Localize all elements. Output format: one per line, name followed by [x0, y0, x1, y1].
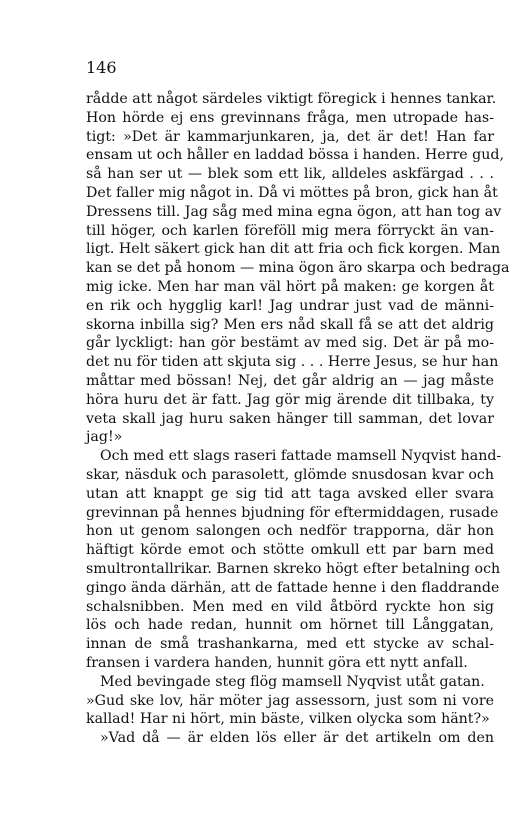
text-line: veta skall jag huru saken hänger till samman, det lovar: [86, 410, 494, 427]
text-line: häftigt körde emot och stötte omkull ett par barn med: [86, 542, 494, 559]
text-line: det nu för tiden att skjuta sig . . . Herre Jesus, se hur han: [86, 354, 499, 371]
text-line: måttar med bössan! Nej, det går aldrig an — jag måste: [86, 372, 494, 389]
text-line: schalsnibben. Men med en vild åtbörd ryckte hon sig: [86, 598, 494, 615]
text-line: mig icke. Men har man väl hört på maken: ge korgen åt: [86, 278, 494, 295]
text-line: tigt: »Det är kammarjunkaren, ja, det är det! Han far: [86, 128, 494, 145]
text-line: en rik och hygglig karl! Jag undrar just vad de männi-: [86, 297, 494, 314]
text-line: gingo ända därhän, att de fattade henne i den fladdrande: [86, 579, 500, 596]
text-line: rådde att något särdeles viktigt föregick i hennes tankar.: [86, 91, 497, 107]
text-line: Hon hörde ej ens grevinnans fråga, men utropade has-: [86, 109, 494, 126]
text-line: skorna inbilla sig? Men ers nåd skall få se att det aldrig: [86, 316, 494, 333]
text-line: lös och hade redan, hunnit om hörnet till Långgatan,: [86, 617, 494, 634]
text-line: så han ser ut — blek som ett lik, alldeles askfärgad . . .: [86, 166, 494, 183]
text-line: innan de små trashankarna, med ett stycke av schal-: [86, 636, 494, 653]
text-line: skar, näsduk och parasolett, glömde snusdosan kvar och: [86, 466, 494, 483]
text-line: Dressens till. Jag såg med mina egna ögon, att han tog av: [86, 203, 502, 220]
text-line: jag!»: [86, 429, 123, 446]
body-text: [86, 90, 510, 748]
text-line: ensam ut och håller en laddad bössa i handen. Herre gud,: [86, 147, 504, 164]
text-line: kan se det på honom — mina ögon äro skarpa och bedraga: [86, 260, 510, 277]
text-line: Med bevingade steg flög mamsell Nyqvist utåt gatan.: [100, 673, 485, 690]
text-line: till höger, och karlen föreföll mig mera förryckt än van-: [86, 222, 494, 239]
text-line: grevinnan på hennes bjudning för eftermiddagen, rusade: [86, 504, 499, 521]
text-line: Och med ett slags raseri fattade mamsell Nyqvist hand-: [100, 448, 502, 465]
text-line: ligt. Helt säkert gick han dit att fria och fick korgen. Man: [86, 241, 501, 258]
text-line: utan att knappt ge sig tid att taga avsked eller svara: [86, 485, 494, 502]
page-number: 146: [86, 58, 117, 77]
text-line: »Vad då — är elden lös eller är det artikeln om den: [100, 730, 494, 747]
text-line: »Gud ske lov, här möter jag assessorn, just som ni vore: [86, 692, 494, 709]
text-line: fransen i vardera handen, hunnit göra ett nytt anfall.: [86, 654, 468, 671]
text-line: hon ut genom salongen och nedför trapporna, där hon: [86, 523, 494, 540]
text-line: Det faller mig något in. Då vi möttes på bron, gick han åt: [86, 184, 498, 201]
text-line: går lyckligt: han gör bestämt av med sig. Det är på mo-: [86, 335, 494, 352]
text-line: höra huru det är fatt. Jag gör mig ärende dit tillbaka, ty: [86, 391, 494, 408]
text-line: smultrontallrikar. Barnen skreko högt efter betalning och: [86, 560, 501, 577]
text-line: kallad! Har ni hört, min bäste, vilken olycka som hänt?»: [86, 711, 490, 728]
